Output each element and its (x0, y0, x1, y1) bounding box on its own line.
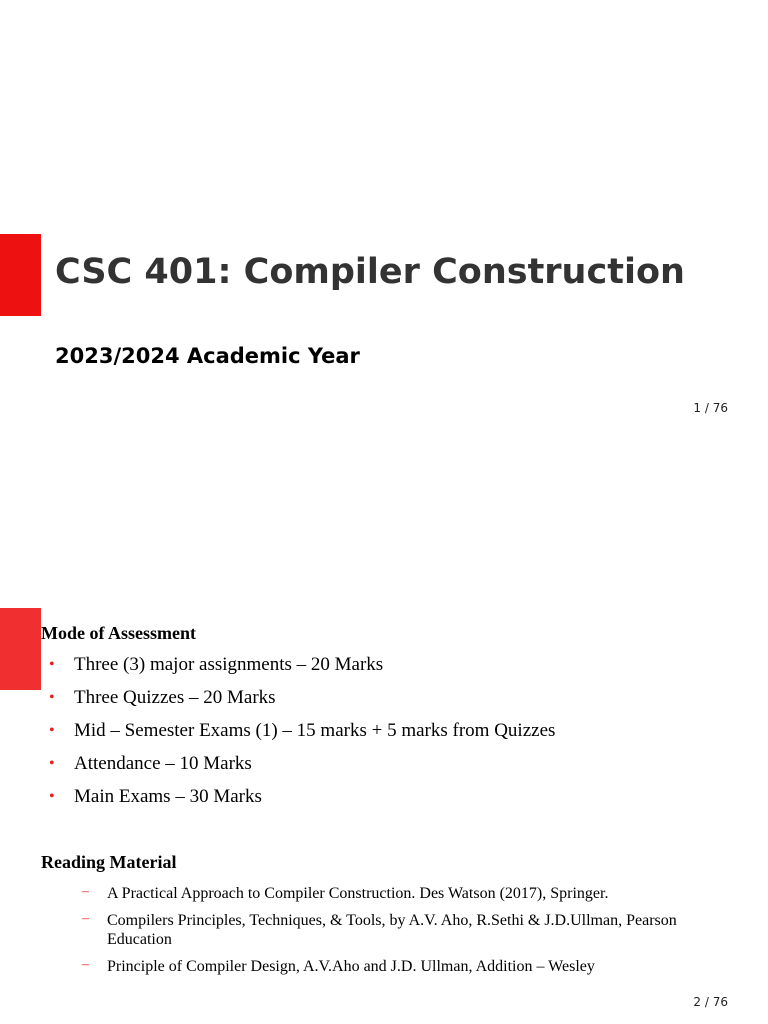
section-accent-bar (0, 608, 41, 690)
page-number: 1 / 76 (693, 401, 728, 415)
assessment-list (44, 653, 555, 818)
reading-list (82, 884, 732, 984)
slide-1 (0, 0, 768, 430)
bullet-icon: • (49, 656, 55, 673)
slide-2 (0, 430, 768, 1024)
assessment-item-text: Three (3) major assignments – 20 Marks (74, 654, 384, 675)
assessment-item (44, 719, 555, 752)
assessment-heading: Mode of Assessment (41, 623, 196, 643)
page-number: 2 / 76 (693, 995, 728, 1009)
assessment-item-text: Attendance – 10 Marks (74, 753, 252, 774)
bullet-icon: • (49, 755, 55, 772)
assessment-item (44, 686, 555, 719)
slide-subtitle: 2023/2024 Academic Year (55, 344, 360, 368)
dash-bullet-icon: – (82, 884, 89, 899)
reading-heading: Reading Material (41, 852, 177, 872)
assessment-item-text: Mid – Semester Exams (1) – 15 marks + 5 marks from Quizzes (74, 720, 556, 741)
dash-bullet-icon: – (82, 957, 89, 972)
bullet-icon: • (49, 722, 55, 739)
slide-title: CSC 401: Compiler Construction (55, 252, 685, 292)
reading-item (82, 957, 732, 976)
assessment-item (44, 653, 555, 686)
title-accent-bar (0, 234, 41, 316)
assessment-item-text: Three Quizzes – 20 Marks (74, 687, 276, 708)
reading-item-text: A Practical Approach to Compiler Construction. Des Watson (2017), Springer. (107, 885, 609, 902)
reading-item-text: Principle of Compiler Design, A.V.Aho and J.D. Ullman, Addition – Wesley (107, 958, 595, 975)
reading-item (82, 884, 732, 903)
dash-bullet-icon: – (82, 911, 89, 926)
assessment-item-text: Main Exams – 30 Marks (74, 786, 262, 807)
bullet-icon: • (49, 788, 55, 805)
reading-item (82, 911, 732, 949)
reading-item-text: Compilers Principles, Techniques, & Tools, by A.V. Aho, R.Sethi & J.D.Ullman, Pearson Education (107, 912, 677, 948)
assessment-item (44, 785, 555, 818)
bullet-icon: • (49, 689, 55, 706)
assessment-item (44, 752, 555, 785)
